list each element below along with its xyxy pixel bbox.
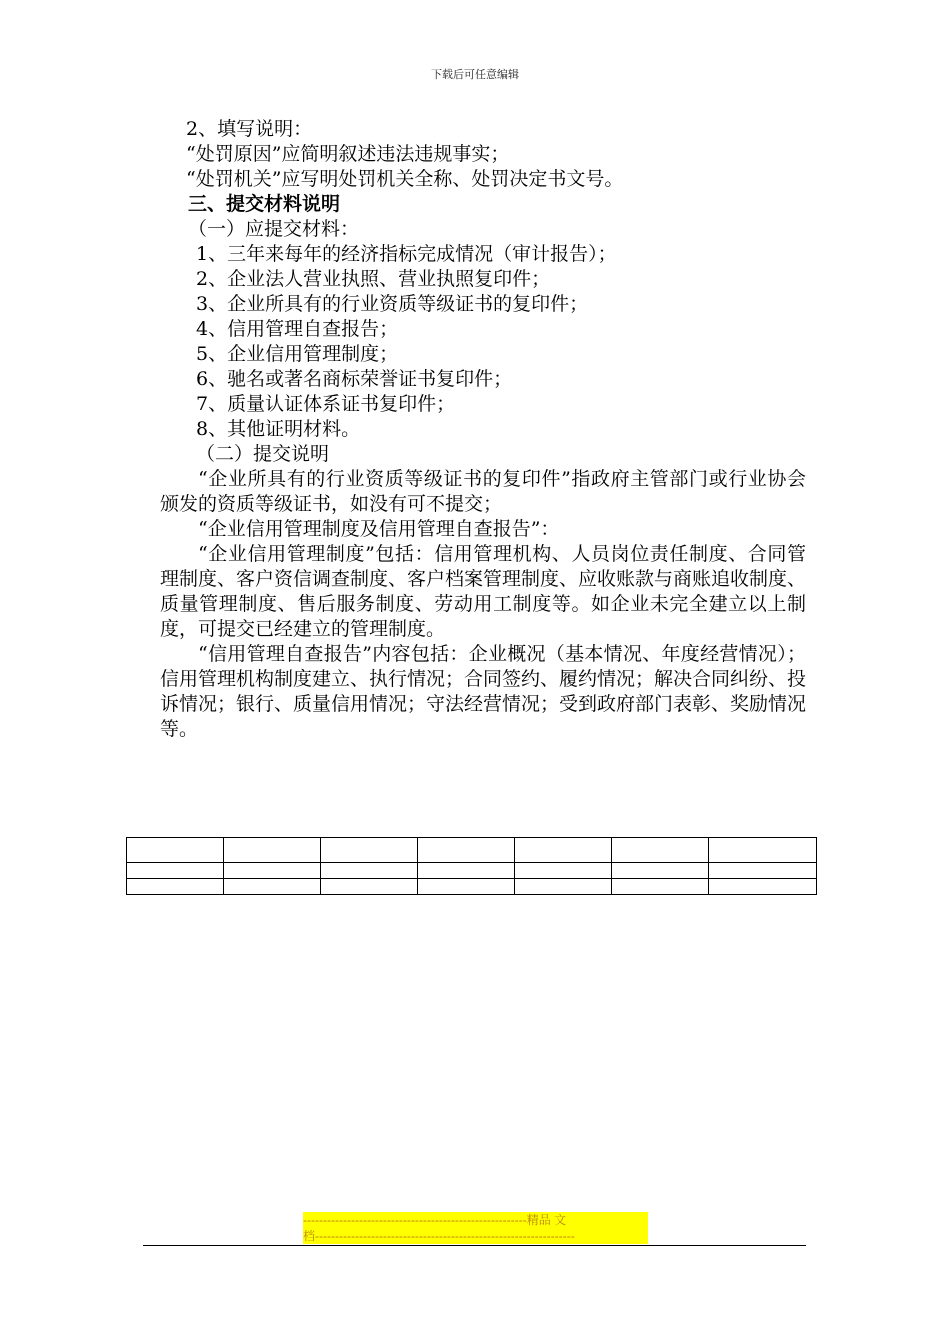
- footer-watermark-line-1: --------------------------------------------------------精品 文: [303, 1212, 648, 1228]
- table-cell: [515, 879, 612, 895]
- table-cell: [321, 863, 418, 879]
- table-cell: [515, 863, 612, 879]
- table-cell: [612, 879, 709, 895]
- material-item-2: 2、企业法人营业执照、营业执照复印件；: [196, 268, 551, 290]
- table-cell: [612, 863, 709, 879]
- table-cell: [224, 838, 321, 863]
- material-item-5: 5、企业信用管理制度；: [196, 343, 399, 365]
- table-cell: [127, 879, 224, 895]
- table-cell: [418, 879, 515, 895]
- paragraph-credit-system: “企业信用管理制度”包括：信用管理机构、人员岗位责任制度、合同管理制度、客户资信调查制度、客户档案管理制度、应收账款与商账追收制度、质量管理制度、售后服务制度、劳动用工制度等。如企业未完全建立以上制度，可提交已经建立的管理制度。: [160, 543, 807, 640]
- penalty-reason-note: “处罚原因”应简明叙述违法违规事实；: [186, 143, 510, 165]
- table-cell: [709, 879, 817, 895]
- material-item-8: 8、其他证明材料。: [196, 418, 361, 440]
- footer-divider: [143, 1245, 806, 1246]
- paragraph-self-check-report: “信用管理自查报告”内容包括：企业概况（基本情况、年度经营情况）；信用管理机构制度建立、执行情况；合同签约、履约情况；解决合同纠纷、投诉情况；银行、质量信用情况；守法经营情况；受到政府部门表彰、奖励情况等。: [160, 643, 807, 740]
- penalty-authority-note: “处罚机关”应写明处罚机关全称、处罚决定书文号。: [186, 168, 624, 190]
- paragraph-credit-system-intro: “企业信用管理制度及信用管理自查报告”：: [198, 518, 560, 540]
- empty-table: [126, 837, 817, 895]
- table-cell: [709, 863, 817, 879]
- table-cell: [127, 838, 224, 863]
- table-row: [127, 879, 817, 895]
- material-item-6: 6、驰名或著名商标荣誉证书复印件；: [196, 368, 513, 390]
- table-row: [127, 838, 817, 863]
- table-cell: [612, 838, 709, 863]
- submission-notes-heading: （二）提交说明: [196, 443, 330, 465]
- table-cell: [515, 838, 612, 863]
- material-item-1: 1、三年来每年的经济指标完成情况（审计报告）；: [196, 243, 617, 265]
- page-header: 下载后可任意编辑: [431, 68, 519, 81]
- table-cell: [321, 838, 418, 863]
- footer-watermark-line-2: 档-----------------------------------------------------------------: [303, 1228, 648, 1244]
- table-cell: [224, 879, 321, 895]
- material-item-3: 3、企业所具有的行业资质等级证书的复印件；: [196, 293, 589, 315]
- table-cell: [418, 838, 515, 863]
- paragraph-qualification-cert: “企业所具有的行业资质等级证书的复印件”指政府主管部门或行业协会颁发的资质等级证书，如没有可不提交；: [160, 468, 806, 515]
- fill-instructions-heading: 2、填写说明：: [186, 118, 313, 140]
- table-row: [127, 863, 817, 879]
- table-cell: [418, 863, 515, 879]
- table-cell: [127, 863, 224, 879]
- section-three-heading: 三、提交材料说明: [188, 193, 341, 215]
- table-cell: [321, 879, 418, 895]
- material-item-7: 7、质量认证体系证书复印件；: [196, 393, 456, 415]
- table-cell: [709, 838, 817, 863]
- material-item-4: 4、信用管理自查报告；: [196, 318, 399, 340]
- table-cell: [224, 863, 321, 879]
- required-materials-heading: （一）应提交材料：: [188, 218, 360, 240]
